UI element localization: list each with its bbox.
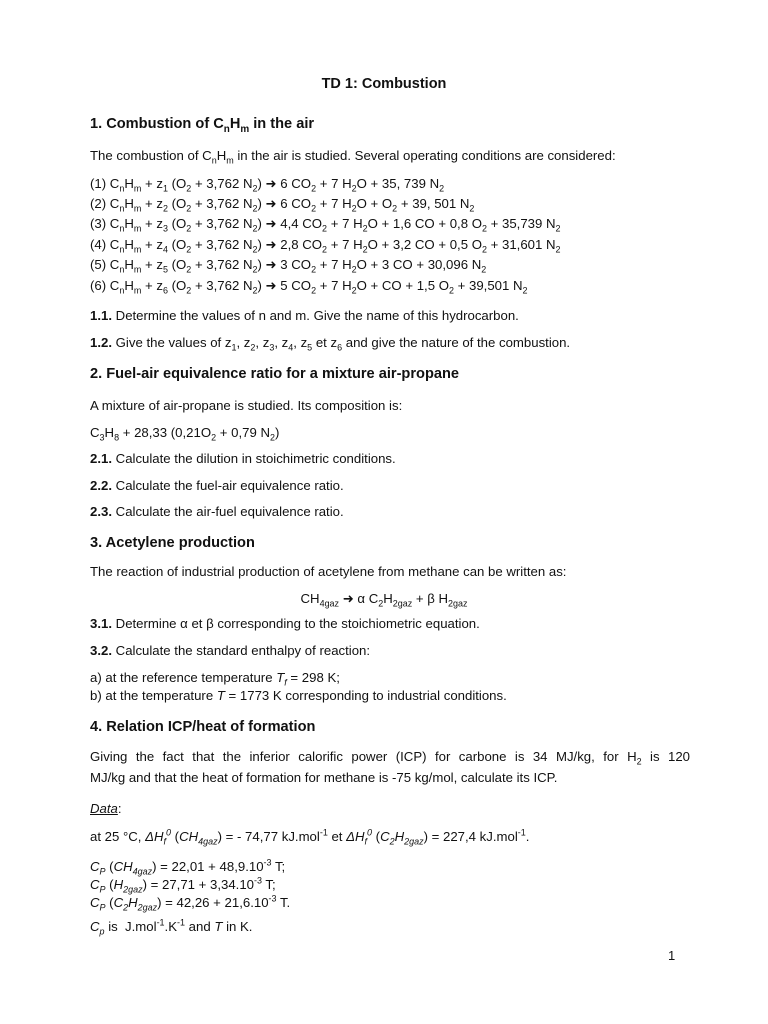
document-title: TD 1: Combustion (321, 76, 447, 92)
data-label: Data: (90, 801, 122, 816)
propane-mixture-formula: $C_3H_8 + 28,33$ ($0,21O_2 + 0,79$ $N_2$) (90, 425, 280, 443)
section-3-intro: The reaction of industrial production of acetylene from methane can be written as: (90, 564, 567, 579)
cp-hydrogen: $C_P$ $(H_{2gaz}) = 27,71 + 3,34.10^{-3}$ T; (90, 875, 276, 895)
section-1-intro: The combustion of $C_nH_m$ in the air is studied. Several operating conditions are considered: (90, 148, 616, 166)
section-3-heading: 3. Acetylene production (90, 535, 255, 551)
question-2-2: 2.2. Calculate the fuel-air equivalence ratio. (90, 478, 344, 493)
question-1-2: 1.2. Give the values of $z_1$, $z_2$, $z_3$, $z_4$, $z_5$ et $z_6$ and give the nature of the combustion. (90, 335, 571, 353)
page-number: 1 (668, 948, 676, 963)
question-3-1: 3.1. Determine α et β corresponding to the stoichiometric equation. (90, 616, 480, 631)
equation-1: (1) $C_nH_m + z_1$ ($O_2 + 3,762$ $N_2$) ➜ 6 $CO_2 + 7$ $H_2O + 35$, 739 $N_2$ (90, 176, 445, 194)
section-1-heading: 1. Combustion of $C_nH_m$ in the air (90, 116, 315, 135)
condition-a: a) at the reference temperature $T_f = 298$ K; (90, 670, 340, 688)
section-2-heading: 2. Fuel-air equivalence ratio for a mixture air-propane (90, 366, 460, 382)
question-2-1: 2.1. Calculate the dilution in stoichimetric conditions. (90, 451, 396, 466)
section-4-paragraph-line-1: Giving the fact that the inferior calorific power (ICP) for carbone is 34 MJ/kg, for $H_2$ is 120 (90, 749, 691, 767)
cp-units: $C_p$ is $J.mol^{-1}.K^{-1}$ and T in K. (90, 917, 253, 937)
cp-acetylene: $C_P$ $(C_2H_{2gaz}) = 42,26 + 21,6.10^{-3}$ T. (90, 893, 291, 913)
equation-4: (4) $C_nH_m + z_4$ ($O_2 + 3,762$ $N_2$) ➜ 2,8 $CO_2 + 7$ $H_2O + 3,2$ CO + 0,5 $O_2 + 31,601$ $N_2$ (90, 237, 561, 255)
acetylene-reaction: $CH_{4gaz}$ ➜ α $C_2H_{2gaz} + \beta$ $H_{2gaz}$ (300, 591, 468, 609)
enthalpy-data-line: at 25 °C, $\Delta H_f^0$ $(CH_{4gaz})$ = - 74,77 kJ.mol$^{-1}$ et $\Delta H_f^0$ $(C_2H_{2gaz}) = 227,4$ kJ.mol$^{-1}$. (90, 827, 530, 847)
condition-b: b) at the temperature T = 1773 K corresponding to industrial conditions. (90, 688, 507, 703)
question-1-1: 1.1. Determine the values of n and m. Give the name of this hydrocarbon. (90, 308, 519, 323)
question-2-3: 2.3. Calculate the air-fuel equivalence ratio. (90, 504, 344, 519)
section-4-paragraph-line-2: MJ/kg and that the heat of formation for methane is -75 kg/mol, calculate its ICP. (90, 770, 558, 785)
section-2-intro: A mixture of air-propane is studied. Its composition is: (90, 398, 403, 413)
section-4-heading: 4. Relation ICP/heat of formation (90, 719, 316, 735)
question-3-2: 3.2. Calculate the standard enthalpy of reaction: (90, 643, 371, 658)
equation-5: (5) $C_nH_m + z_5$ ($O_2 + 3,762$ $N_2$) ➜ 3 $CO_2 + 7$ $H_2O + 3$ CO + 30,096 $N_2$ (90, 257, 487, 275)
equation-2: (2) $C_nH_m + z_2$ ($O_2 + 3,762$ $N_2$) ➜ 6 $CO_2 + 7$ $H_2O + O_2 + 39$, 501 $N_2$ (90, 196, 475, 214)
cp-methane: $C_P$ $(CH_{4gaz}) = 22,01 + 48,9.10^{-3}$ T; (90, 857, 286, 877)
equation-6: (6) $C_nH_m + z_6$ ($O_2 + 3,762$ $N_2$) ➜ 5 $CO_2 + 7$ $H_2O$ + CO + 1,5 $O_2 + 39,501$ $N_2$ (90, 278, 528, 296)
equation-3: (3) $C_nH_m + z_3$ ($O_2 + 3,762$ $N_2$) ➜ 4,4 $CO_2 + 7$ $H_2O + 1,6$ CO + 0,8 $O_2 + 35,739$ $N_2$ (90, 216, 561, 234)
